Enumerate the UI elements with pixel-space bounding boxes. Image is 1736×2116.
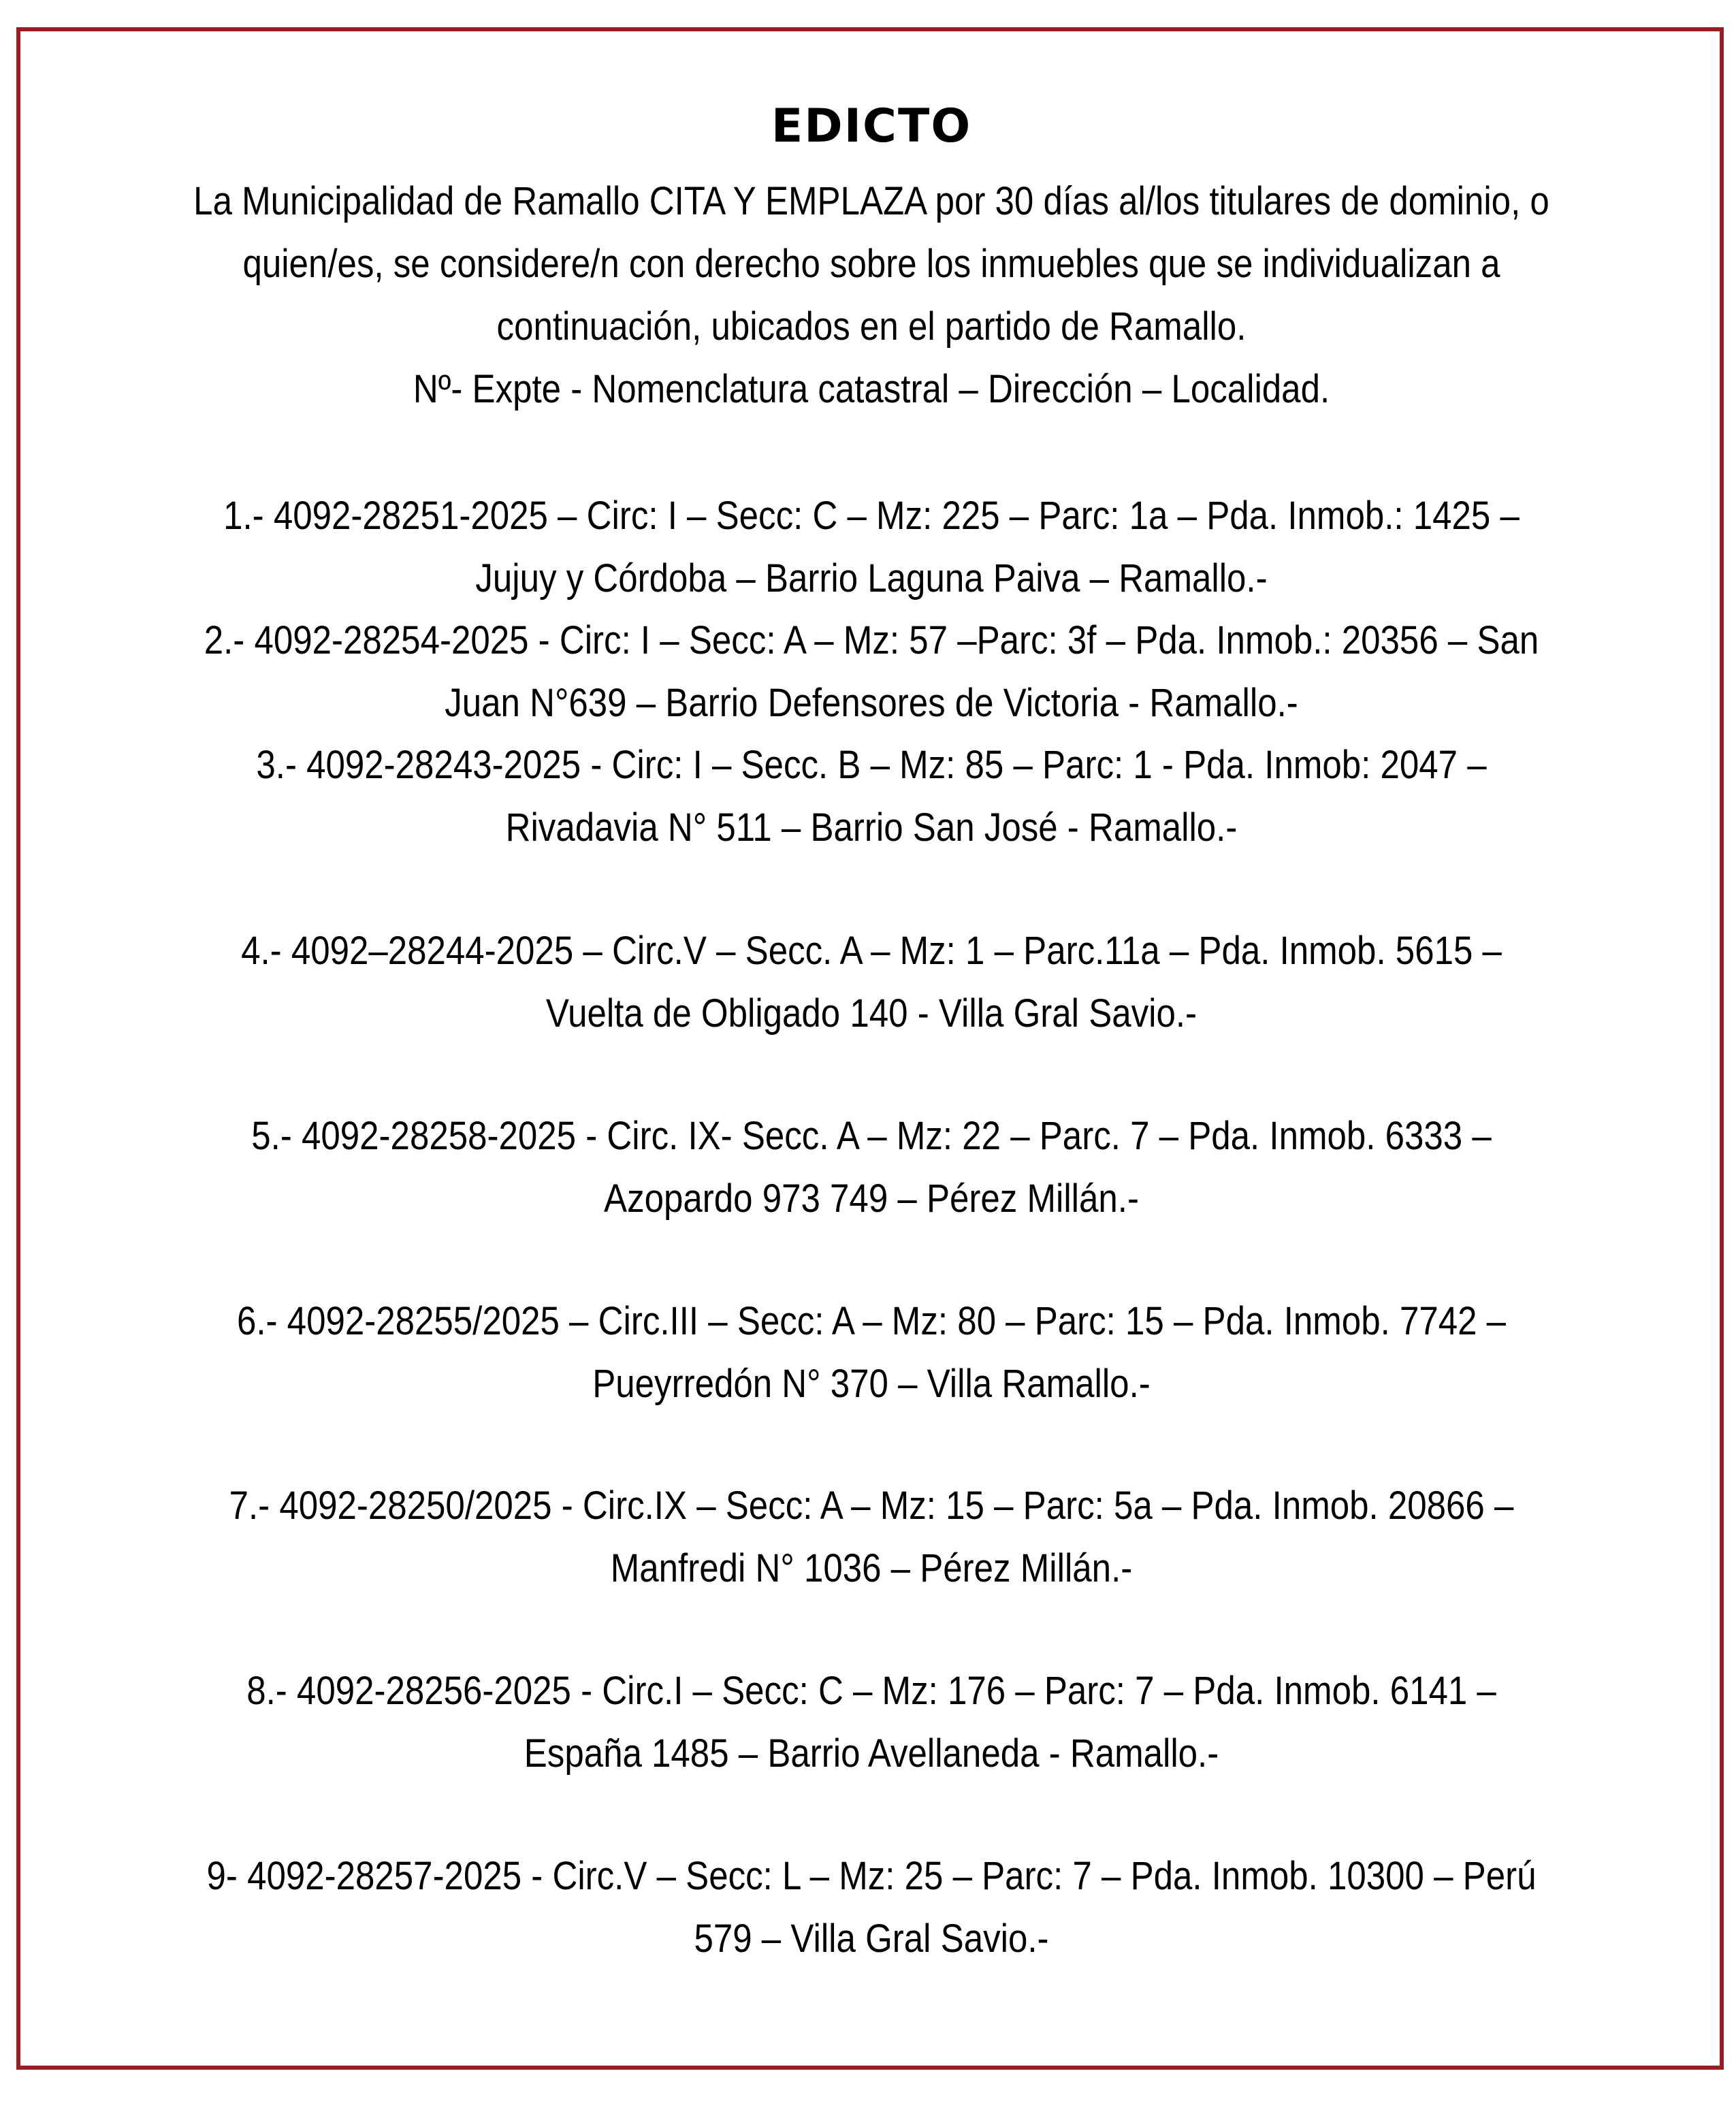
entry-line-1: 8.- 4092-28256-2025 - Circ.I – Secc: C – Mz: 176 – Parc: 7 – Pda. Inmob. 6141 – <box>246 1669 1496 1713</box>
entry-line-1: 6.- 4092-28255/2025 – Circ.III – Secc: A – Mz: 80 – Parc: 15 – Pda. Inmob. 7742 – <box>236 1299 1507 1343</box>
list-item <box>159 1105 1584 1230</box>
entry-line-1: 9- 4092-28257-2025 - Circ.V – Secc: L – Mz: 25 – Parc: 7 – Pda. Inmob. 10300 – Perú <box>206 1854 1537 1898</box>
document-title: EDICTO <box>771 99 972 153</box>
list-item <box>159 734 1584 859</box>
entry-line-2: 579 – Villa Gral Savio.- <box>694 1917 1049 1961</box>
list-item <box>159 1290 1584 1415</box>
list-item <box>159 609 1584 735</box>
entry-line-2: Juan N°639 – Barrio Defensores de Victoria - Ramallo.- <box>445 681 1298 725</box>
entry-line-2: Pueyrredón N° 370 – Villa Ramallo.- <box>592 1362 1151 1406</box>
entry-line-2: Jujuy y Córdoba – Barrio Laguna Paiva – Ramallo.- <box>475 556 1268 600</box>
entry-line-2: Rivadavia N° 511 – Barrio San José - Ramallo.- <box>505 805 1238 850</box>
entry-line-2: España 1485 – Barrio Avellaneda - Ramallo.- <box>524 1731 1219 1776</box>
entry-line-2: Azopardo 973 749 – Pérez Millán.- <box>604 1176 1139 1221</box>
document-border <box>16 27 1724 2070</box>
entry-line-1: 3.- 4092-28243-2025 - Circ: I – Secc. B – Mz: 85 – Parc: 1 - Pda. Inmob: 2047 – <box>256 743 1487 787</box>
list-item <box>159 1845 1584 1970</box>
list-item <box>159 920 1584 1045</box>
intro-paragraph: La Municipalidad de Ramallo CITA Y EMPLAZA por 30 días al/los titulares de dominio, o quien/es, se considere/n con derecho sobre los inmuebles que se individualizan a continuación, ubicados en el partido de Ramallo. <box>193 179 1549 349</box>
list-item <box>159 1660 1584 1785</box>
entry-line-1: 4.- 4092–28244-2025 – Circ.V – Secc. A – Mz: 1 – Parc.11a – Pda. Inmob. 5615 – <box>241 929 1502 973</box>
entry-line-2: Manfredi N° 1036 – Pérez Millán.- <box>610 1546 1133 1590</box>
list-item <box>159 1475 1584 1600</box>
column-legend: Nº- Expte - Nomenclatura catastral – Dirección – Localidad. <box>413 367 1330 411</box>
entry-line-1: 2.- 4092-28254-2025 - Circ: I – Secc: A – Mz: 57 –Parc: 3f – Pda. Inmob.: 20356 – San <box>204 618 1539 662</box>
entry-line-1: 7.- 4092-28250/2025 - Circ.IX – Secc: A – Mz: 15 – Parc: 5a – Pda. Inmob. 20866 – <box>229 1484 1514 1528</box>
list-item <box>159 485 1584 610</box>
entry-line-2: Vuelta de Obligado 140 - Villa Gral Savio.- <box>545 991 1197 1036</box>
entry-line-1: 1.- 4092-28251-2025 – Circ: I – Secc: C – Mz: 225 – Parc: 1a – Pda. Inmob.: 1425 – <box>223 494 1520 538</box>
entry-line-1: 5.- 4092-28258-2025 - Circ. IX- Secc. A – Mz: 22 – Parc. 7 – Pda. Inmob. 6333 – <box>251 1114 1492 1158</box>
